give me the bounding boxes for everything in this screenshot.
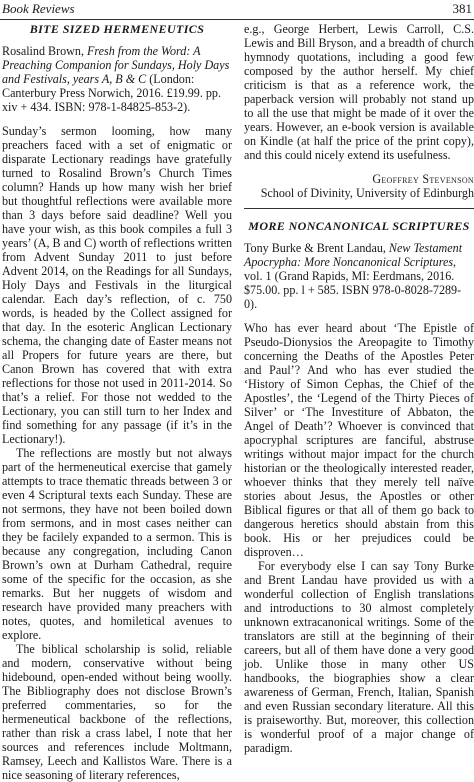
review-paragraph: e.g., George Herbert, Lewis Carroll, C.S. Lewis and Bill Bryson, and a breadth of church hymnody quotations, including a good few composed by the author herself. My chief criticism is that as a reference work, the paperback version will probably not stand up to all the use that might be made of it over the years. However, an e-book version is available on Kindle (at half the price of the print copy), and this could nicely extend its usefulness. bbox=[244, 22, 474, 162]
book-author: Tony Burke & Brent Landau, bbox=[244, 241, 389, 255]
running-title: Book Reviews bbox=[2, 1, 75, 16]
review-paragraph: Who has ever heard about ‘The Epistle of Pseudo-Dionysios the Areopagite to Timothy concerning the Deaths of the Apostles Peter and Paul’? And who has ever studied the ‘History of Simon Cephas, the Chief of the Apostles’, the ‘Legend of the Thirty Pieces of Silver’ or ‘The Investiture of Abbaton, the Angel of Death’? Whoever is convinced that apocryphal scriptures are fanciful, abstruse writings without major impact for the church historian or the theologically interested reader, whoever thinks that they merely tell naïve stories about Jesus, the Apostles or other Biblical figures or that all of them go back to dangerous heretics should abstain from this book. His or her prejudices could be disproven… bbox=[244, 321, 474, 559]
book-citation bbox=[244, 241, 474, 311]
book-title: Fresh from the Word: A Preaching Companion for Sundays, Holy Days and Festivals, years A, B & C bbox=[2, 44, 230, 86]
review-paragraph: For everybody else I can say Tony Burke and Brent Landau have provided us with a wonderful collection of English translations and introductions to 30 almost completely unknown extracanonical writings. Some of the translators are still at the beginning of their careers, but all of them have done a very good job. Unlike those in many other US handbooks, the biographies show a clear awareness of German, French, Italian, Spanish and even Russian secondary literature. All this is praiseworthy. But, moreover, this collection is wonderful proof of a major change of paradigm. bbox=[244, 559, 474, 755]
review-paragraph: Sunday’s sermon looming, how many preachers faced with a set of enigmatic or disparate Lectionary readings have gratefully turned to Rosalind Brown’s Church Times column? Hands up how many wish her brief but thoughtful reflections were available more than 3 days before said deadline? Well you have your wish, as this book compiles a full 3 years’ (A, B and C) worth of reflections written from Advent Sunday 2011 to just before Advent 2014, on the Readings for all Sundays, Holy Days and Festivals in the liturgical calendar. Each day’s reflection, of c. 750 words, is headed by the Collect assigned for that day. In the esoteric Anglican Lectionary schema, the changing date of Easter means not all Propers for future years are there, but Canon Brown has covered that with extra reflections for those not used in 2011-2014. So that’s a relief. For those not wedded to the Lectionary, you can still turn to her Index and find something for any passage (if it’s in the Lectionary!). bbox=[2, 124, 232, 446]
review-title: MORE NONCANONICAL SCRIPTURES bbox=[248, 219, 470, 233]
book-title: New Testament Apocrypha: More Noncanonical Scriptures bbox=[244, 241, 463, 269]
book-publication: , vol. 1 (Grand Rapids, MI: Eerdmans, 2016. $75.00. pp. l + 585. ISBN 978-0-8028-7289-0). bbox=[244, 255, 462, 311]
book-author: Rosalind Brown, bbox=[2, 44, 87, 58]
review-title: BITE SIZED HERMENEUTICS bbox=[29, 22, 205, 36]
reviewer-name: Geoffrey Stevenson bbox=[372, 172, 474, 186]
book-citation bbox=[2, 44, 232, 114]
left-column bbox=[2, 22, 232, 782]
section-divider bbox=[244, 208, 474, 209]
review-paragraph: The biblical scholarship is solid, reliable and modern, conservative without being hidebound, open-ended without being woolly. The Bibliography does not disclose Brown’s preferred commentaries, so for the hermeneutical backbone of the reflections, rather than risk a crass label, I note that her sources and references include Moltmann, Ramsey, Leech and Kallistos Ware. There is a nice seasoning of literary references, bbox=[2, 642, 232, 782]
book-publication: (London: Canterbury Press Norwich, 2016. £19.99. pp. xiv + 434. ISBN: 978-1-84825-853-2). bbox=[2, 72, 222, 114]
page-number: 381 bbox=[452, 1, 472, 16]
running-header bbox=[0, 0, 474, 20]
reviewer-affiliation: School of Divinity, University of Edinburgh bbox=[260, 186, 474, 200]
review-paragraph: The reflections are mostly but not always part of the hermeneutical exercise that gamely attempts to trace thematic threads between 3 or even 4 Scriptural texts each Sunday. These are not sermons, they have not been boiled down from sermons, and in most cases neither can they be facilely expanded to a sermon. This is because any congregation, including Canon Brown’s own at Durham Cathedral, require some of the specific for the occasion, as she remarks. But her nuggets of wisdom and research have provided many preachers with notes, quotes, and homiletical avenues to explore. bbox=[2, 446, 232, 642]
right-column bbox=[244, 22, 474, 755]
